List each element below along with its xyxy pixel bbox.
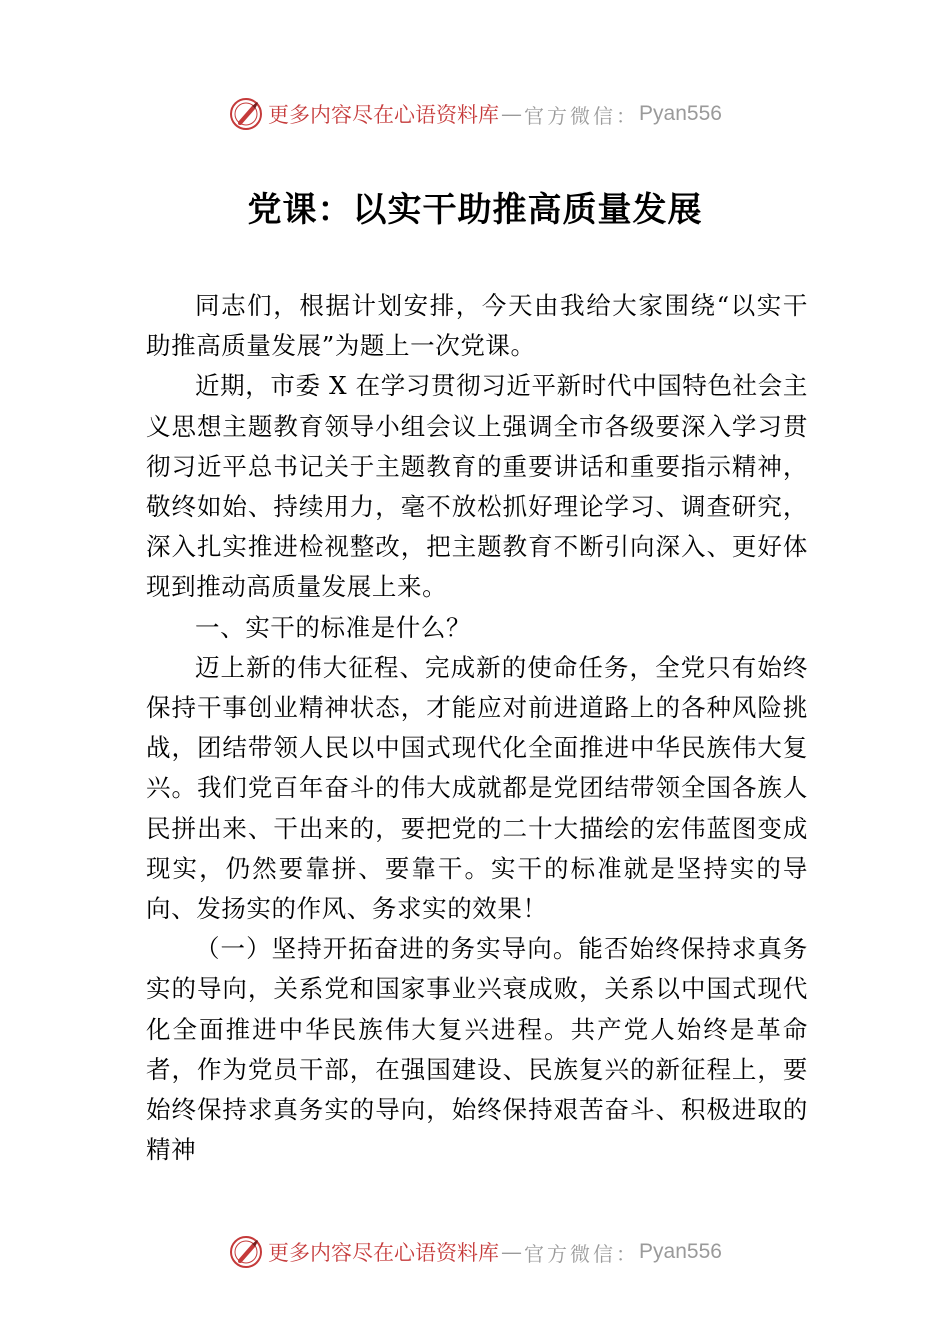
paragraph: 同志们，根据计划安排，今天由我给大家围绕“以实干助推高质量发展”为题上一次党课。 (146, 291, 808, 361)
watermark-dash: — (501, 102, 523, 126)
section-heading: 一、实干的标准是什么？ (195, 612, 472, 642)
paragraph: 近期，市委 X 在学习贯彻习近平新时代中国特色社会主义思想主题教育领导小组会议上强调全市各级要深入学习贯彻习近平总书记关于主题教育的重要讲话和重要指示精神，敬终如始、持续用力，毫不放松抓好理论学习、调查研究，深入扎实推进检视整改，把主题教育不断引向深入、更好体现到推动高质量发展上来。 (146, 371, 808, 602)
watermark-brand: 更多内容尽在心语资料库 (268, 1241, 500, 1265)
document-body (146, 286, 808, 1170)
watermark-wechat-id: Pyan556 (639, 1240, 722, 1263)
watermark-label: 官方微信： (524, 103, 640, 128)
quill-seal-icon (228, 96, 264, 132)
paragraph: （一）坚持开拓奋进的务实导向。能否始终保持求真务实的导向，关系党和国家事业兴衰成败，关系以中国式现代化全面推进中华民族伟大复兴进程。共产党人始终是革命者，作为党员干部，在强国建设、民族复兴的新征程上，要始终保持求真务实的导向，始终保持艰苦奋斗、积极进取的精神 (146, 934, 808, 1165)
paragraph: 迈上新的伟大征程、完成新的使命任务，全党只有始终保持干事创业精神状态，才能应对前进道路上的各种风险挑战，团结带领人民以中国式现代化全面推进中华民族伟大复兴。我们党百年奋斗的伟大成就都是党团结带领全国各族人民拼出来、干出来的，要把党的二十大描绘的宏伟蓝图变成现实，仍然要靠拼、要靠干。实干的标准就是坚持实的导向、发扬实的作风、务求实的效果！ (146, 652, 808, 924)
watermark-wechat-id: Pyan556 (639, 102, 722, 125)
watermark-dash: — (501, 1240, 523, 1264)
footer-watermark (0, 1232, 950, 1272)
watermark-label: 官方微信： (524, 1241, 640, 1266)
document-title: 党课：以实干助推高质量发展 (247, 190, 703, 230)
watermark-brand: 更多内容尽在心语资料库 (268, 103, 500, 127)
quill-seal-icon (228, 1234, 264, 1270)
header-watermark (0, 94, 950, 134)
